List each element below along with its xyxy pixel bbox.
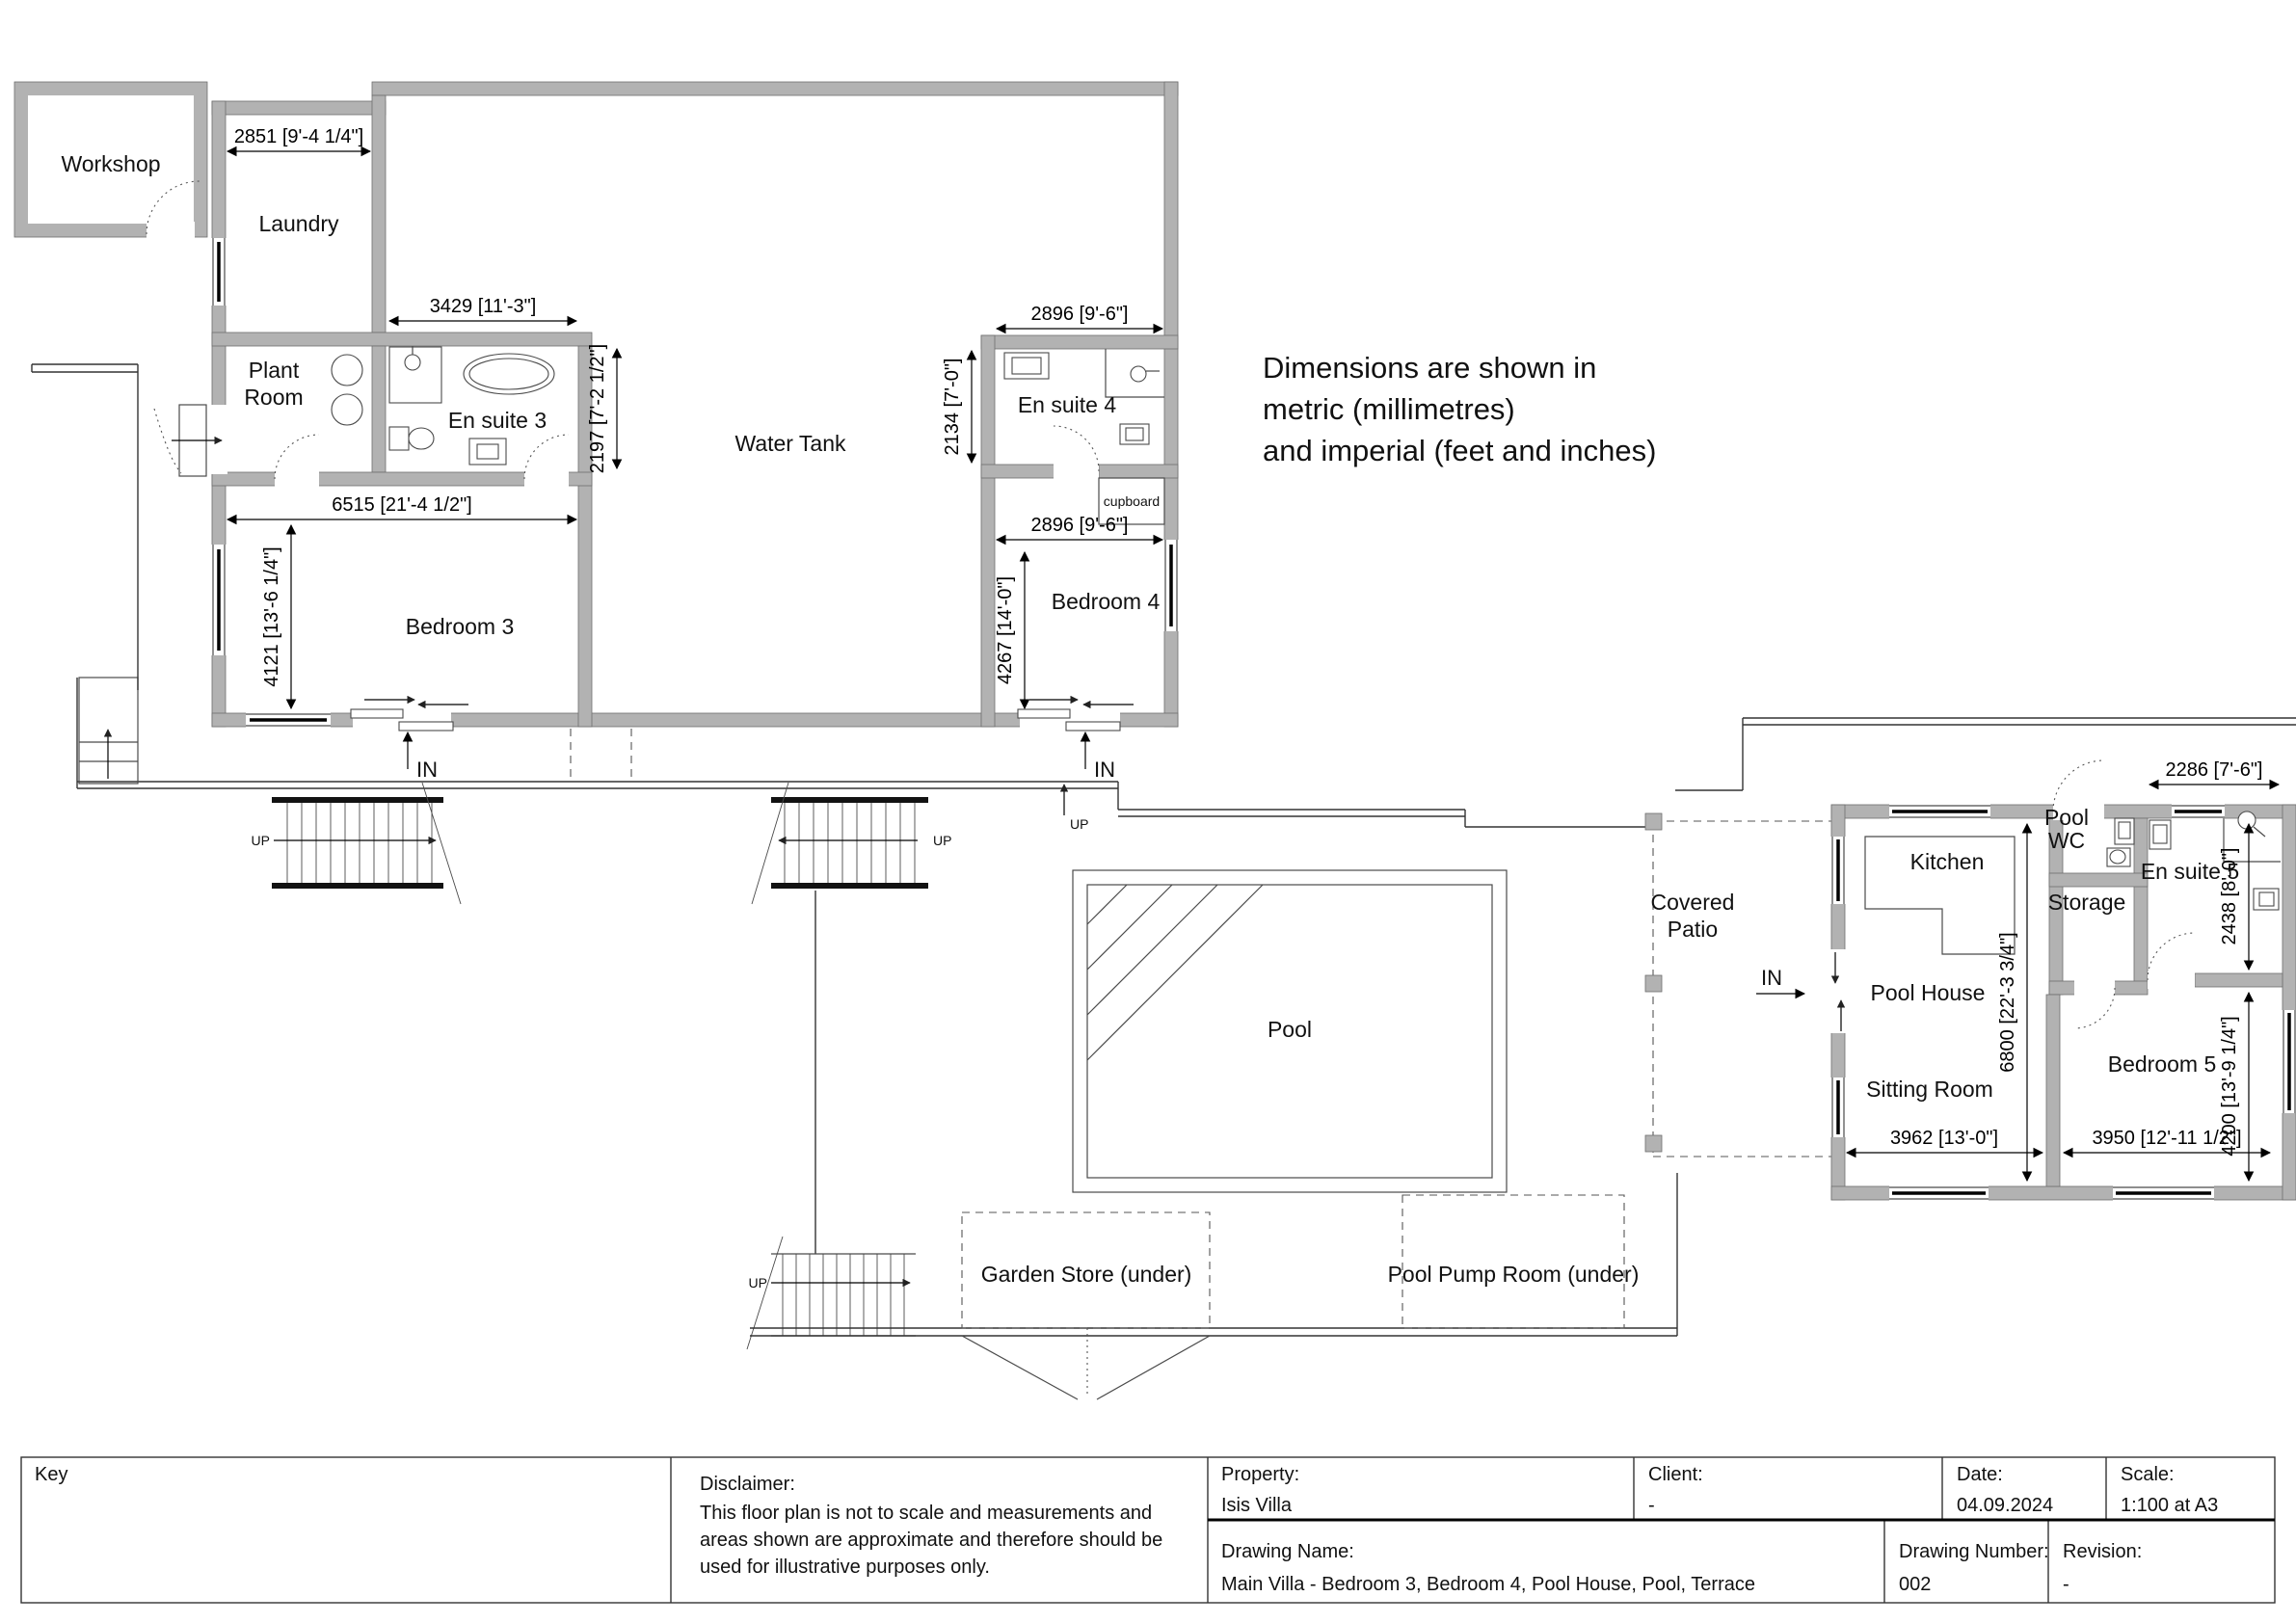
room-label-covered-patio-1: Covered <box>1650 890 1735 915</box>
room-label-covered-patio-2: Patio <box>1667 917 1719 942</box>
dim-bedroom4-width: 2896 [9'-6"] <box>1030 515 1129 536</box>
note-line-3: and imperial (feet and inches) <box>1263 434 1657 467</box>
in-label-pool-house: IN <box>1761 966 1782 990</box>
room-label-plant-room-1: Plant <box>248 358 300 383</box>
dimension-annotations <box>227 126 2279 1181</box>
room-label-sitting-room: Sitting Room <box>1866 1077 1993 1102</box>
disclaimer-line-2: areas shown are approximate and therefore should be <box>700 1530 1163 1551</box>
entry-arrows <box>252 732 1804 1290</box>
room-label-ensuite5: En suite 5 <box>2140 859 2240 884</box>
room-label-laundry: Laundry <box>258 211 339 236</box>
dim-sitting-room-width: 3962 [13'-0"] <box>1889 1128 1999 1149</box>
room-label-pool-wc-2: WC <box>2047 828 2086 853</box>
up-label-stair2: UP <box>933 833 952 848</box>
plant-room-tanks <box>332 355 362 425</box>
room-label-pool-wc-1: Pool <box>2043 805 2090 830</box>
revision-value: - <box>2063 1574 2069 1595</box>
dim-bedroom5-width: 3950 [12'-11 1/2"] <box>2092 1128 2242 1149</box>
room-label-ensuite3: En suite 3 <box>447 408 547 433</box>
title-block <box>21 1457 2275 1603</box>
dim-laundry-width: 2851 [9'-4 1/4"] <box>233 126 364 147</box>
covered-patio <box>1645 813 1845 1157</box>
revision-label: Revision: <box>2063 1541 2143 1562</box>
dim-ensuite4-height: 2134 [7'-0"] <box>942 358 963 456</box>
client-label: Client: <box>1648 1464 1703 1485</box>
client-value: - <box>1648 1495 1655 1516</box>
drawing-number-label: Drawing Number: <box>1899 1541 2049 1562</box>
scale-value: 1:100 at A3 <box>2121 1495 2219 1516</box>
ensuite3-fixtures <box>389 346 554 465</box>
property-label: Property: <box>1221 1464 1300 1485</box>
up-label-terrace-step: UP <box>1070 816 1089 832</box>
room-label-kitchen: Kitchen <box>1909 849 1985 874</box>
room-label-bedroom3: Bedroom 3 <box>405 614 515 639</box>
room-label-bedroom5: Bedroom 5 <box>2107 1051 2217 1077</box>
date-label: Date: <box>1957 1464 2003 1485</box>
room-label-storage: Storage <box>2047 890 2126 915</box>
property-value: Isis Villa <box>1221 1495 1292 1516</box>
drawing-number-value: 002 <box>1899 1574 1932 1595</box>
dim-ensuite5-height: 2438 [8'-0"] <box>2219 847 2240 945</box>
dim-bedroom3-width: 6515 [21'-4 1/2"] <box>332 494 472 516</box>
disclaimer-title: Disclaimer: <box>700 1474 795 1495</box>
disclaimer-line-1: This floor plan is not to scale and measurements and <box>700 1503 1153 1524</box>
room-label-pool-house: Pool House <box>1870 980 1986 1005</box>
up-label-stair1: UP <box>251 833 270 848</box>
dim-ensuite3-height: 2197 [7'-2 1/2"] <box>587 343 608 474</box>
in-label-bedroom4: IN <box>1094 758 1115 782</box>
date-value: 04.09.2024 <box>1957 1495 2054 1516</box>
units-note <box>1263 351 1656 467</box>
room-label-ensuite4: En suite 4 <box>1017 392 1117 417</box>
dim-ensuite4-width: 2896 [9'-6"] <box>1030 304 1129 325</box>
room-label-pool-pump-room: Pool Pump Room (under) <box>1387 1262 1640 1287</box>
room-label-bedroom4: Bedroom 4 <box>1051 589 1161 614</box>
room-label-garden-store: Garden Store (under) <box>980 1262 1192 1287</box>
dim-pool-house-height: 6800 [22'-3 3/4"] <box>1997 932 2018 1073</box>
dim-bedroom4-height: 4267 [14'-0"] <box>995 575 1016 685</box>
dim-ensuite5-width: 2286 [7'-6"] <box>2165 759 2263 781</box>
up-label-stair3: UP <box>748 1275 767 1290</box>
title-block-key-label: Key <box>35 1464 68 1485</box>
disclaimer-line-3: used for illustrative purposes only. <box>700 1556 990 1578</box>
room-label-pool: Pool <box>1267 1017 1313 1042</box>
note-line-2: metric (millimetres) <box>1263 392 1515 426</box>
room-label-plant-room-2: Room <box>244 385 304 410</box>
room-label-water-tank: Water Tank <box>734 431 846 456</box>
pool-wc-fixtures <box>2107 818 2134 866</box>
dim-bedroom5-height: 4200 [13'-9 1/4"] <box>2219 1016 2240 1157</box>
room-label-cupboard: cupboard <box>1103 493 1161 509</box>
dim-bedroom3-height: 4121 [13'-6 1/4"] <box>261 546 282 687</box>
note-line-1: Dimensions are shown in <box>1263 351 1597 385</box>
drawing-name-value: Main Villa - Bedroom 3, Bedroom 4, Pool House, Pool, Terrace <box>1221 1574 1755 1595</box>
room-label-workshop: Workshop <box>61 151 161 176</box>
dim-ensuite3-width: 3429 [11'-3"] <box>429 296 537 317</box>
in-label-bedroom3: IN <box>416 758 438 782</box>
main-villa-openings <box>154 238 1180 731</box>
drawing-name-label: Drawing Name: <box>1221 1541 1354 1562</box>
scale-label: Scale: <box>2121 1464 2175 1485</box>
